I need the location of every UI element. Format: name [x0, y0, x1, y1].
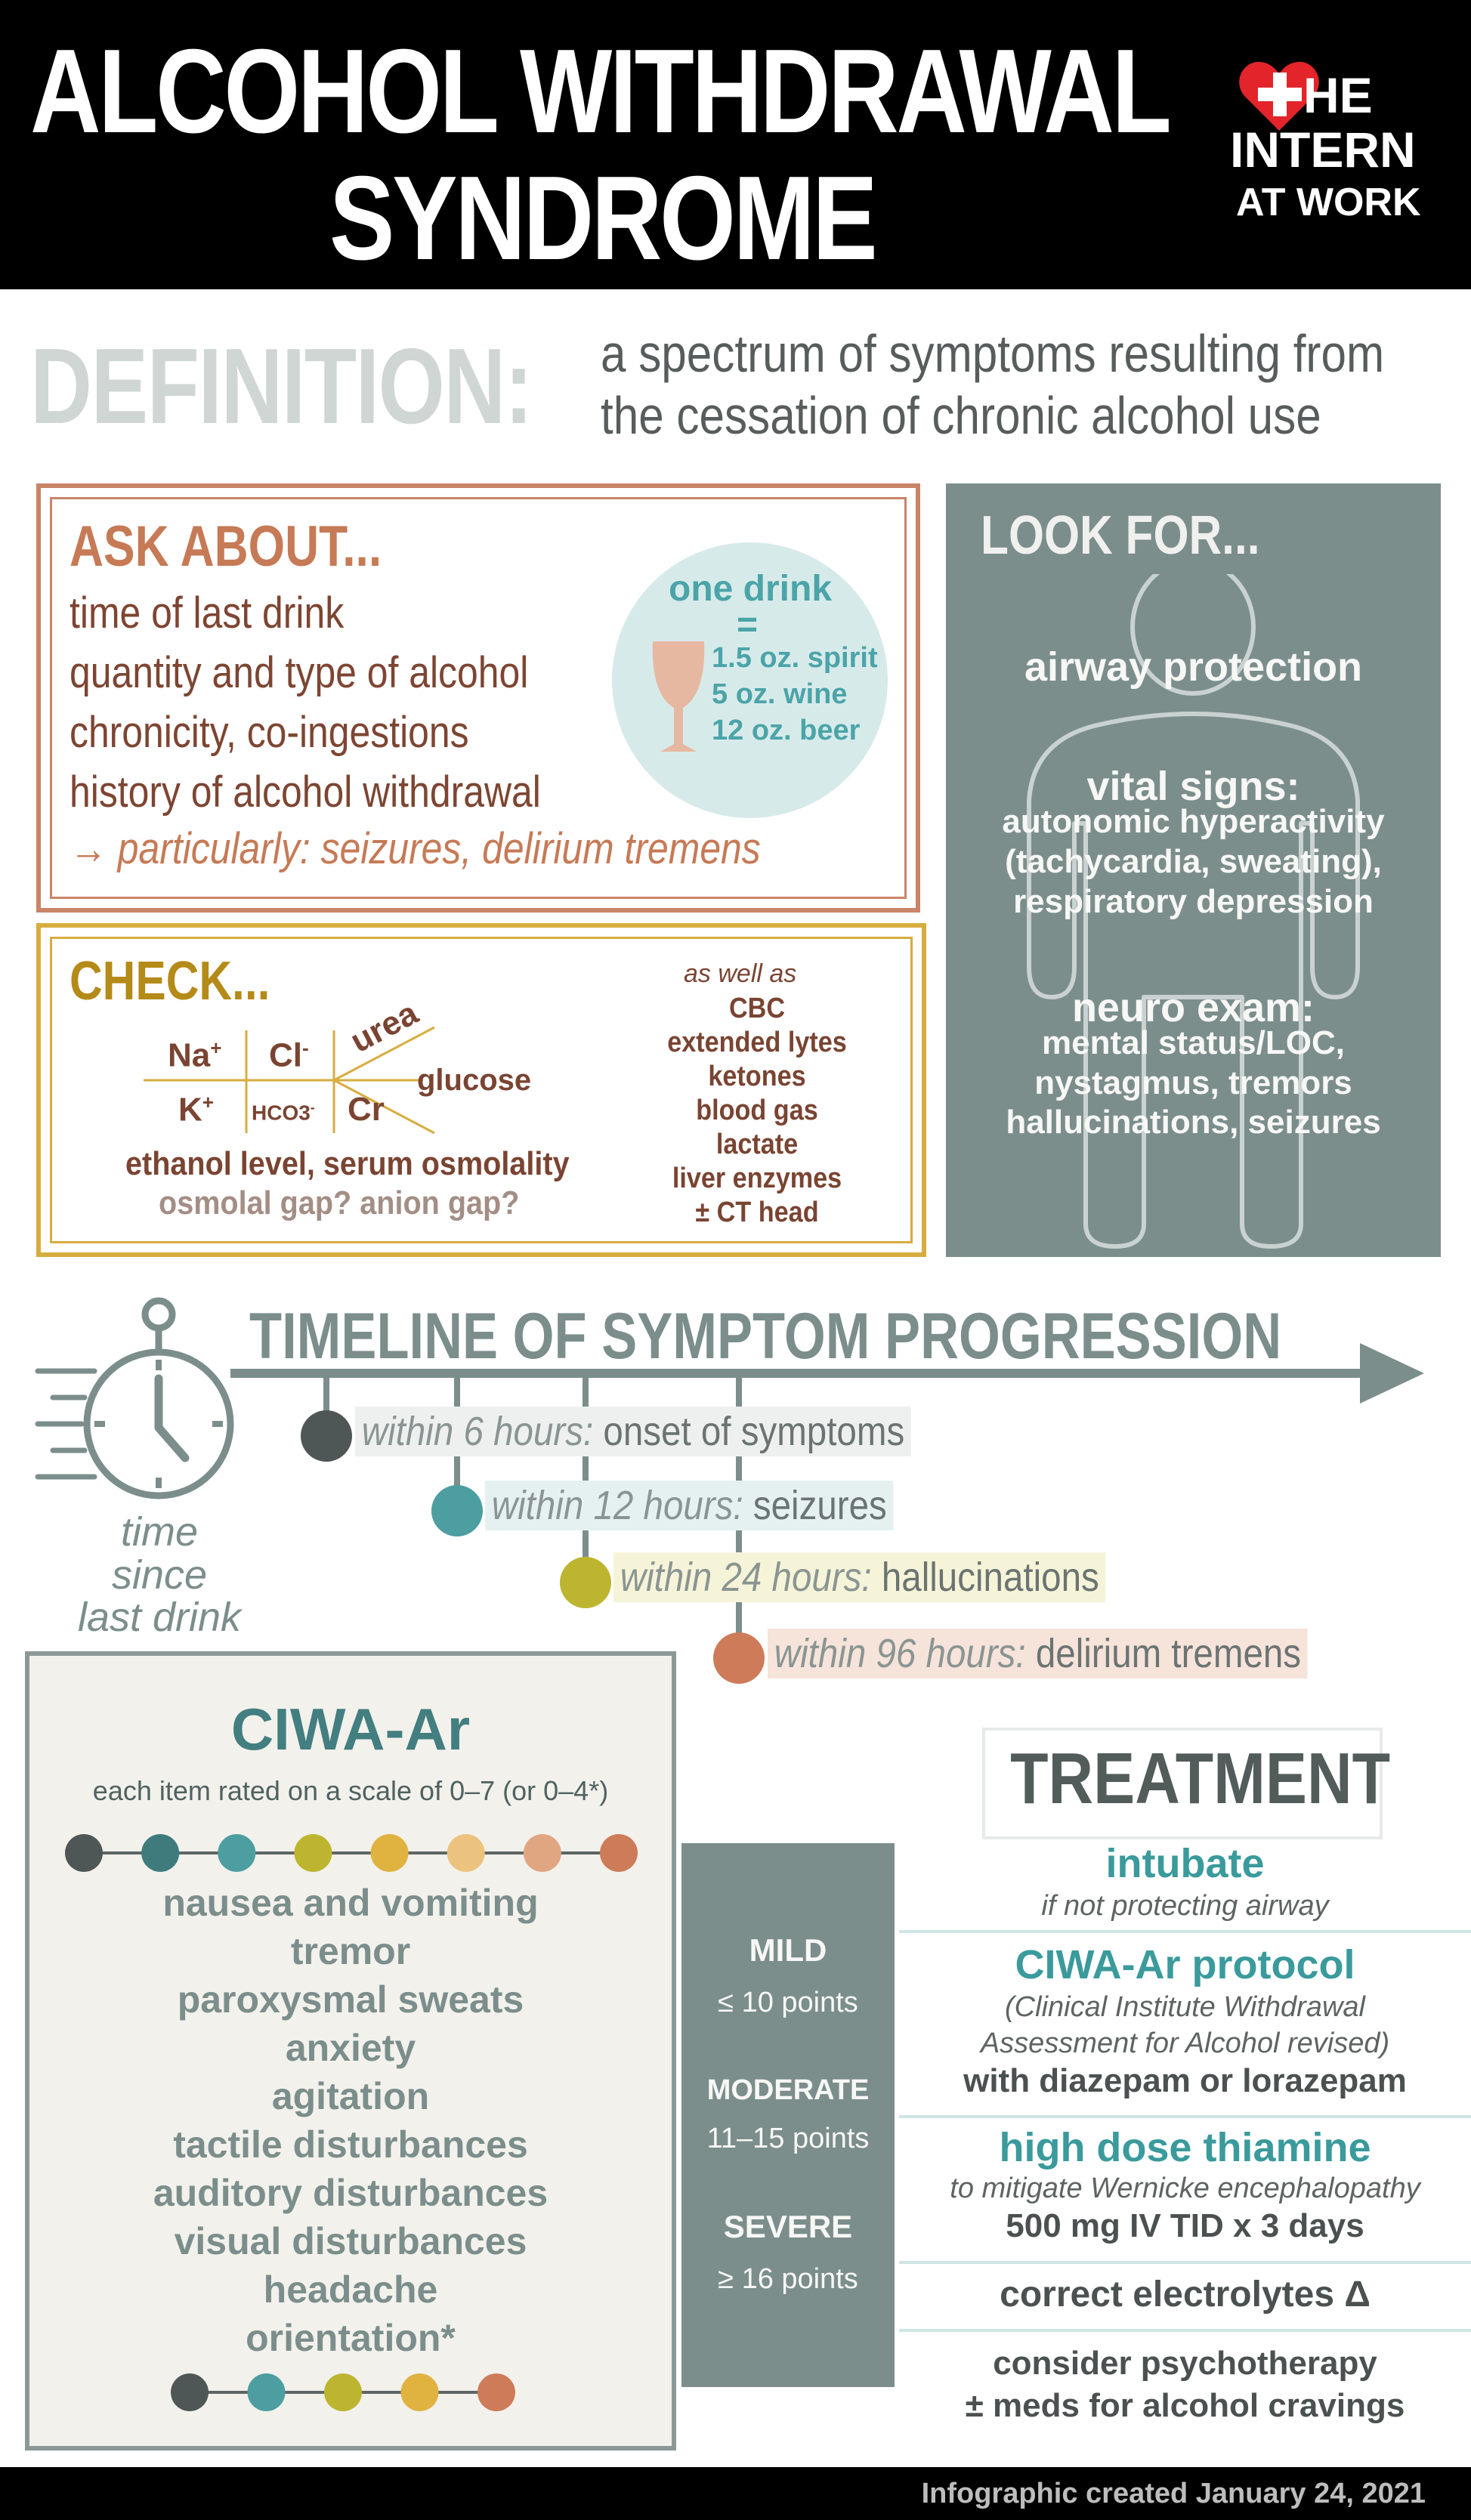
intern-at-work-logo: [1224, 53, 1451, 249]
one-drink-equals: =: [737, 605, 759, 645]
tx-thiamine: high dose thiamine: [999, 2125, 1371, 2170]
one-drink-spirit: 1.5 oz. spirit: [712, 642, 878, 674]
severity-level: MILD: [749, 1932, 827, 1968]
title-line-1: ALCOHOL WITHDRAWAL: [30, 25, 1170, 158]
check-ethanol-osmolality: ethanol level, serum osmolality: [125, 1145, 570, 1182]
ciwa-item: agitation: [271, 2075, 430, 2117]
ask-particular-note: → particularly: seizures, delirium tremens: [70, 824, 761, 873]
ask-item: chronicity, co-ingestions: [70, 708, 469, 757]
timeline-event-label: [768, 1629, 1308, 1678]
lab-sodium: Na+: [168, 1036, 222, 1074]
time-since-last-drink: [73, 1511, 246, 1639]
scale-dot: [294, 1834, 332, 1872]
tx-ciwa-protocol: CIWA-Ar protocol: [1015, 1942, 1355, 1987]
logo-text-at-work: AT WORK: [1236, 181, 1421, 224]
ask-about-title: ASK ABOUT...: [70, 514, 382, 579]
look-vitals-line: autonomic hyperactivity: [1002, 803, 1385, 840]
timeline-event-time: within 12 hours:: [491, 1483, 743, 1528]
wine-glass-icon: [648, 638, 709, 759]
ciwa-item: anxiety: [285, 2027, 416, 2069]
scale-dot: [65, 1834, 103, 1872]
look-neuro-line: mental status/LOC,: [1042, 1024, 1345, 1061]
timeline-event-time: within 96 hours:: [774, 1631, 1026, 1676]
tx-thiamine-dose: 500 mg IV TID x 3 days: [1006, 2207, 1364, 2244]
one-drink-title: one drink: [669, 569, 833, 609]
severity-points: ≤ 10 points: [718, 1987, 858, 2018]
look-neuro-heading: neuro exam:: [1071, 985, 1315, 1030]
severity-level: SEVERE: [723, 2209, 853, 2244]
scale-dot: [477, 2373, 515, 2411]
timeline-event-dot: [301, 1410, 352, 1462]
look-vitals-line: (tachycardia, sweating),: [1005, 843, 1382, 880]
severity-points: 11–15 points: [706, 2123, 870, 2154]
treatment-title: TREATMENT: [1010, 1738, 1391, 1819]
one-drink-beer: 12 oz. beer: [712, 715, 861, 746]
ciwa-item: tactile disturbances: [173, 2123, 528, 2166]
lab-glucose: glucose: [417, 1064, 532, 1097]
look-vitals-heading: vital signs:: [1086, 764, 1300, 809]
lab-bicarbonate: HCO3-: [252, 1100, 315, 1125]
timeline-event-dot: [431, 1485, 483, 1536]
tx-cravings: ± meds for alcohol cravings: [965, 2387, 1405, 2424]
look-airway: airway protection: [1024, 644, 1363, 690]
tx-divider: [899, 2261, 1471, 2264]
timeline-event-dot: [713, 1632, 765, 1684]
timeline-event-name: delirium tremens: [1025, 1631, 1302, 1676]
title-line-2: SYNDROME: [329, 152, 876, 285]
check-extra-item: blood gas: [696, 1095, 818, 1126]
look-for-title: LOOK FOR...: [981, 505, 1260, 566]
check-extra-item: CBC: [728, 993, 786, 1024]
ciwa-item: headache: [263, 2268, 438, 2311]
timeline-event-label: [355, 1407, 911, 1456]
tx-divider: [899, 2115, 1471, 2118]
check-gaps: osmolal gap? anion gap?: [159, 1184, 520, 1221]
tx-divider: [899, 1930, 1471, 1933]
timeline-event-dot: [560, 1557, 611, 1608]
ciwa-item: visual disturbances: [174, 2220, 527, 2262]
tx-ciwa-note: Assessment for Alcohol revised): [980, 2027, 1390, 2059]
since-line-2: last drink: [77, 1595, 242, 1641]
lab-potassium: K+: [178, 1091, 214, 1129]
ciwa-scale-dots-top: [25, 1827, 676, 1879]
scale-dot: [218, 1834, 255, 1872]
scale-dot: [371, 1834, 409, 1872]
ciwa-item: tremor: [290, 1930, 411, 1972]
scale-dot: [401, 2373, 439, 2411]
tx-intubate-note: if not protecting airway: [1041, 1890, 1329, 1922]
logo-text-intern: INTERN: [1230, 122, 1416, 178]
tx-ciwa-note: (Clinical Institute Withdrawal: [1005, 1991, 1365, 2023]
since-line-1: time since: [111, 1509, 208, 1598]
check-extra-item: ketones: [708, 1061, 806, 1092]
check-extra-item: ± CT head: [695, 1197, 819, 1228]
severity-level: MODERATE: [706, 2074, 870, 2106]
look-neuro-line: nystagmus, tremors: [1034, 1064, 1352, 1101]
check-extra-item: lactate: [715, 1129, 799, 1160]
timeline-event-name: onset of symptoms: [593, 1409, 905, 1454]
timeline-title: TIMELINE OF SYMPTOM PROGRESSION: [249, 1300, 1282, 1373]
timeline-event-time: within 6 hours:: [361, 1409, 594, 1454]
ask-item: time of last drink: [70, 588, 345, 638]
definition-text: [601, 323, 1384, 447]
timeline-event-label: [485, 1481, 894, 1530]
logo-text-he: HE: [1303, 67, 1373, 123]
lab-chloride: Cl-: [269, 1036, 309, 1074]
scale-dot: [248, 2373, 286, 2411]
timeline-event-label: [613, 1552, 1106, 1602]
scale-dot: [600, 1834, 638, 1872]
lab-urea: urea: [345, 994, 425, 1061]
severity-points: ≥ 16 points: [718, 2263, 858, 2295]
ask-item: quantity and type of alcohol: [70, 648, 529, 697]
definition-label: DEFINITION:: [30, 326, 532, 446]
scale-dot: [324, 2373, 362, 2411]
stopwatch-icon: [87, 1301, 230, 1496]
tx-psychotherapy: consider psychotherapy: [993, 2345, 1377, 2382]
scale-dot: [447, 1834, 485, 1872]
scale-dot: [171, 2373, 209, 2411]
ciwa-item: paroxysmal sweats: [177, 1978, 524, 2021]
ciwa-title: CIWA-Ar: [230, 1696, 471, 1762]
lab-creatinine: Cr: [348, 1091, 385, 1128]
timeline-event-name: hallucinations: [871, 1555, 1099, 1600]
tx-intubate: intubate: [1105, 1841, 1265, 1886]
severity-panel: [681, 1843, 895, 2387]
timeline-event-time: within 24 hours:: [620, 1555, 872, 1600]
tx-thiamine-note: to mitigate Wernicke encephalopathy: [950, 2173, 1420, 2204]
check-extra-item: extended lytes: [667, 1027, 847, 1058]
ciwa-item: orientation*: [246, 2317, 456, 2359]
look-vitals-line: respiratory depression: [1013, 883, 1374, 920]
check-title: CHECK...: [70, 951, 270, 1011]
ciwa-scale-dots-bottom: [25, 2366, 676, 2419]
look-neuro-line: hallucinations, seizures: [1006, 1104, 1381, 1141]
footer-date: Infographic created January 24, 2021: [921, 2478, 1426, 2509]
as-well-as-label: as well as: [684, 959, 797, 988]
tx-divider: [899, 2329, 1471, 2332]
ciwa-item: nausea and vomiting: [162, 1882, 539, 1924]
definition-line-1: a spectrum of symptoms resulting from: [601, 324, 1385, 383]
tx-ciwa-meds: with diazepam or lorazepam: [963, 2062, 1407, 2099]
scale-dot: [524, 1834, 561, 1872]
check-extra-item: liver enzymes: [672, 1163, 842, 1194]
ask-item: history of alcohol withdrawal: [70, 767, 541, 817]
scale-dot: [141, 1834, 179, 1872]
definition-line-2: the cessation of chronic alcohol use: [601, 385, 1321, 445]
timeline-event-name: seizures: [743, 1483, 887, 1528]
one-drink-wine: 5 oz. wine: [712, 678, 848, 710]
tx-electrolytes: correct electrolytes Δ: [1000, 2274, 1371, 2315]
ciwa-subtitle: each item rated on a scale of 0–7 (or 0–4*): [92, 1775, 609, 1806]
ciwa-item: auditory disturbances: [153, 2172, 549, 2214]
